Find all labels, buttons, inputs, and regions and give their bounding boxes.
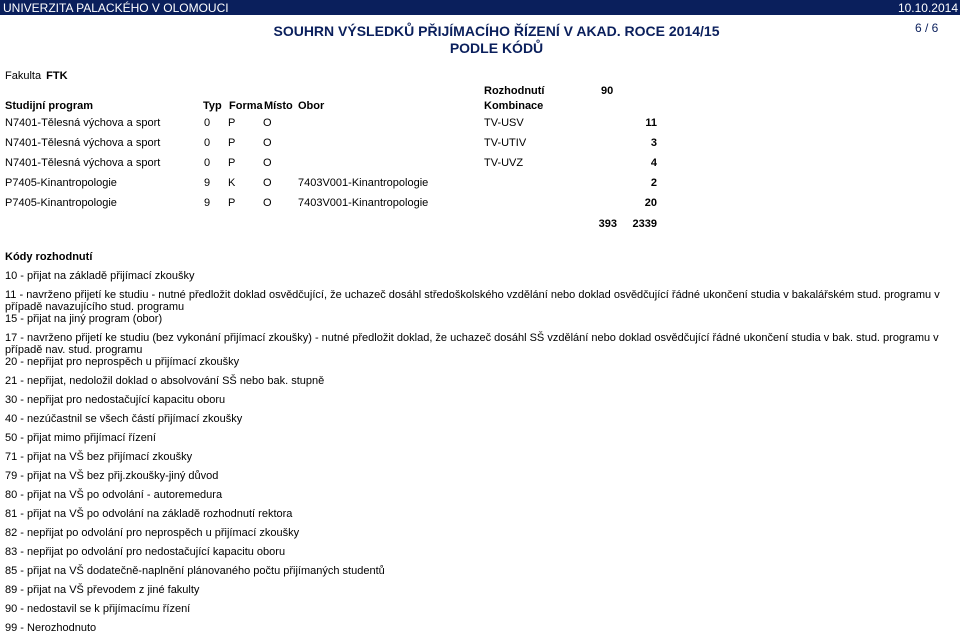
code-item: 30 - nepřijat pro nedostačující kapacitu oboru [5,394,226,406]
report-title [240,23,753,57]
report-title-line1: SOUHRN VÝSLEDKŮ PŘIJÍMACÍHO ŘÍZENÍ V AKAD. ROCE 2014/15 [273,23,720,39]
cell-typ: 9 [204,197,211,209]
decision-codes [5,251,940,634]
code-item: 20 - nepřijat pro neprospěch u přijímací zkoušky [5,356,240,368]
cell-misto: O [263,197,272,209]
cell-program: N7401-Tělesná výchova a sport [5,137,161,149]
code-item: 50 - přijat mimo přijímací řízení [5,432,156,444]
code-item: 40 - nezúčastnil se všech částí přijímací zkoušky [5,413,243,425]
cell-typ: 0 [204,137,211,149]
university-name: UNIVERZITA PALACKÉHO V OLOMOUCI [3,1,229,15]
report-date: 10.10.2014 [897,1,958,15]
top-banner [0,0,960,15]
code-item: 21 - nepřijat, nedoložil doklad o absolvování SŠ nebo bak. stupně [5,375,325,387]
total-all: 2339 [632,218,657,230]
cell-typ: 0 [204,157,211,169]
cell-forma: P [228,157,236,169]
cell-misto: O [263,157,272,169]
codes-heading: Kódy rozhodnutí [5,251,93,263]
code-item: 89 - přijat na VŠ převodem z jiné fakulty [5,584,200,596]
table-row [0,194,960,214]
cell-program: P7405-Kinantropologie [5,177,117,189]
header-forma: Forma [229,100,263,112]
cell-kombinace: TV-USV [484,117,524,129]
cell-obor: 7403V001-Kinantropologie [298,197,429,209]
code-item: 15 - přijat na jiný program (obor) [5,313,163,325]
cell-forma: P [228,197,236,209]
page-number: 6 / 6 [915,21,939,35]
cell-kombinace: TV-UTIV [484,137,527,149]
header-typ: Typ [203,100,222,112]
header-program: Studijní program [5,100,93,112]
cell-obor: 7403V001-Kinantropologie [298,177,429,189]
cell-typ: 9 [204,177,211,189]
cell-program: P7405-Kinantropologie [5,197,117,209]
code-item: 17 - navrženo přijetí ke studiu (bez vykonání přijímací zkoušky) - nutné předložit doklad, že uchazeč dosáhl SŠ vzdělání nebo doklad osvědčující řádné ukončení studia v bak. stud. programu v případě nav. stud. programu [5,332,939,356]
code-item: 85 - přijat na VŠ dodatečně-naplnění plánovaného počtu přijímaných studentů [5,565,385,577]
cell-typ: 0 [204,117,211,129]
total-count: 393 [598,218,617,230]
table-row [0,134,960,154]
header-rozhodnuti: Rozhodnutí [484,85,545,97]
faculty-label [5,70,68,82]
code-item: 10 - přijat na základě přijímací zkoušky [5,270,195,282]
cell-program: N7401-Tělesná výchova a sport [5,157,161,169]
faculty-label-text: Fakulta [5,70,42,82]
cell-forma: P [228,137,236,149]
cell-count: 3 [650,137,657,149]
table-row [0,174,960,194]
cell-misto: O [263,177,272,189]
cell-forma: P [228,117,236,129]
cell-count: 4 [650,157,657,169]
code-item: 81 - přijat na VŠ po odvolání na základě rozhodnutí rektora [5,508,293,520]
cell-count: 11 [645,117,657,129]
report-title-line2: PODLE KÓDŮ [449,40,544,56]
cell-misto: O [263,137,272,149]
code-item: 90 - nedostavil se k přijímacímu řízení [5,603,191,615]
code-item: 79 - přijat na VŠ bez přij.zkoušky-jiný důvod [5,470,219,482]
cell-kombinace: TV-UVZ [484,157,524,169]
code-item: 71 - přijat na VŠ bez přijímací zkoušky [5,451,193,463]
totals-row [0,215,960,235]
code-item: 99 - Nerozhodnuto [5,622,97,634]
faculty-value: FTK [46,70,68,82]
header-kombinace: Kombinace [484,100,544,112]
cell-count: 20 [644,197,657,209]
code-item: 83 - nepřijat po odvolání pro nedostačující kapacitu oboru [5,546,286,558]
code-item: 80 - přijat na VŠ po odvolání - autoremedura [5,489,223,501]
cell-program: N7401-Tělesná výchova a sport [5,117,161,129]
header-rozhodnuti-code: 90 [601,85,614,97]
code-item: 11 - navrženo přijetí ke studiu - nutné předložit doklad osvědčující, že uchazeč dosáhl středoškolského vzdělání nebo doklad osvědčující řádné ukončení studia v bakalářském stud. programu v případě navazujícího stud. programu [5,289,940,313]
cell-count: 2 [650,177,657,189]
table-row [0,114,960,134]
header-obor: Obor [298,100,325,112]
table-row [0,154,960,174]
header-misto: Místo [264,100,293,112]
cell-misto: O [263,117,272,129]
code-item: 82 - nepřijat po odvolání pro neprospěch u přijímací zkoušky [5,527,300,539]
cell-forma: K [228,177,236,189]
